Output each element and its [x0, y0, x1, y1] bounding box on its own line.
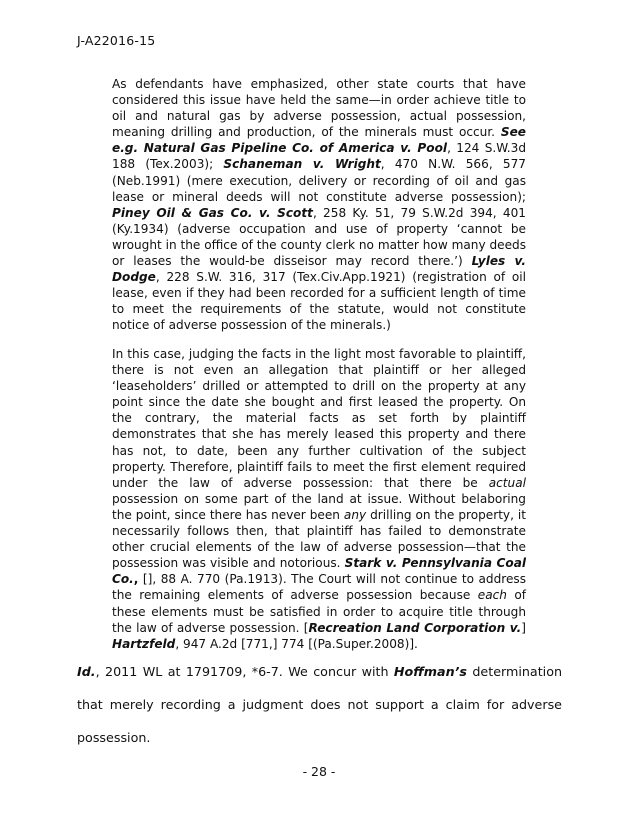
block-quote-paragraph-2 [112, 346, 526, 652]
emphasis: each [477, 588, 507, 603]
quote-text: drilling on the property, it necessarily follows then, that plaintiff has failed to demonstrate other crucial elements of the law of adverse possession—that the possession was visible and notorious. [112, 507, 526, 571]
case-citation-comma: , [133, 572, 139, 587]
body-text: determination that merely recording a judgment does not support a claim for adverse possession. [77, 664, 562, 746]
case-citation: Schaneman v. Wright [223, 157, 381, 172]
emphasis: actual [488, 475, 526, 490]
case-name-reference: Hoffman’s [393, 664, 467, 679]
quote-text: , 124 S.W.3d 188 (Tex.2003); [112, 141, 526, 172]
quote-text: [], 88 A. 770 (Pa.1913). The Court will not continue to address the remaining elements of adverse possession because [112, 572, 526, 603]
docket-number: J-A22016-15 [77, 33, 156, 48]
case-citation: Piney Oil & Gas Co. v. Scott [112, 205, 313, 220]
quote-text: , 947 A.2d [771,] 774 [(Pa.Super.2008)]. [175, 636, 418, 651]
body-paragraph [77, 655, 562, 755]
quote-text: As defendants have emphasized, other state courts that have considered this issue have held the same—in order achieve title to oil and natural gas by adverse possession, actual possession, meaning drilling and production, of the minerals must occur. [112, 77, 526, 140]
quote-text: , 258 Ky. 51, 79 S.W.2d 394, 401 (Ky.1934) (adverse occupation and use of property ‘cannot be wrought in the office of the county clerk no matter how many deeds or leases the would-be disseisor may record there.’) [112, 205, 527, 269]
quote-text: ] [521, 620, 526, 635]
body-text: , 2011 WL at 1791709, *6-7. We concur with [95, 664, 394, 679]
case-citation: Lyles v. Dodge [112, 254, 526, 285]
case-citation: Recreation Land Corporation v. [308, 620, 522, 635]
quote-text: , 470 N.W. 566, 577 (Neb.1991) (mere execution, delivery or recording of oil and gas lease or mineral deeds will not constitute adverse possession); [112, 157, 526, 204]
case-citation: Stark v. Pennsylvania Coal Co. [112, 556, 526, 587]
quote-text: , 228 S.W. 316, 317 (Tex.Civ.App.1921) (registration of oil lease, even if they had been recorded for a sufficient length of time to meet the requirements of the statute, would not constitute notice of adverse possession of the minerals.) [112, 270, 526, 333]
case-citation: See e.g. Natural Gas Pipeline Co. of America v. Pool [112, 125, 526, 156]
case-citation: Hartzfeld [112, 636, 176, 651]
id-citation: Id. [77, 664, 96, 679]
emphasis: any [343, 507, 367, 522]
quote-text: of these elements must be satisfied in order to acquire title through the law of adverse possession. [ [112, 588, 526, 635]
page-number: - 28 - [302, 764, 336, 779]
quote-text: In this case, judging the facts in the light most favorable to plaintiff, there is not even an allegation that plaintiff or her alleged ‘leaseholders’ drilled or attempted to drill on the property at any point since the date she bought and first leased the property. On the contrary, the material facts as set forth by plaintiff demonstrates that she has merely leased this property and there has not, to date, been any further cultivation of the subject property. Therefore, plaintiff fails to meet the first element required under the law of adverse possession: that there be [112, 347, 526, 490]
block-quote-paragraph-1 [112, 76, 526, 334]
quote-text: possession on some part of the land at issue. Without belaboring the point, since there has never been [112, 491, 526, 522]
